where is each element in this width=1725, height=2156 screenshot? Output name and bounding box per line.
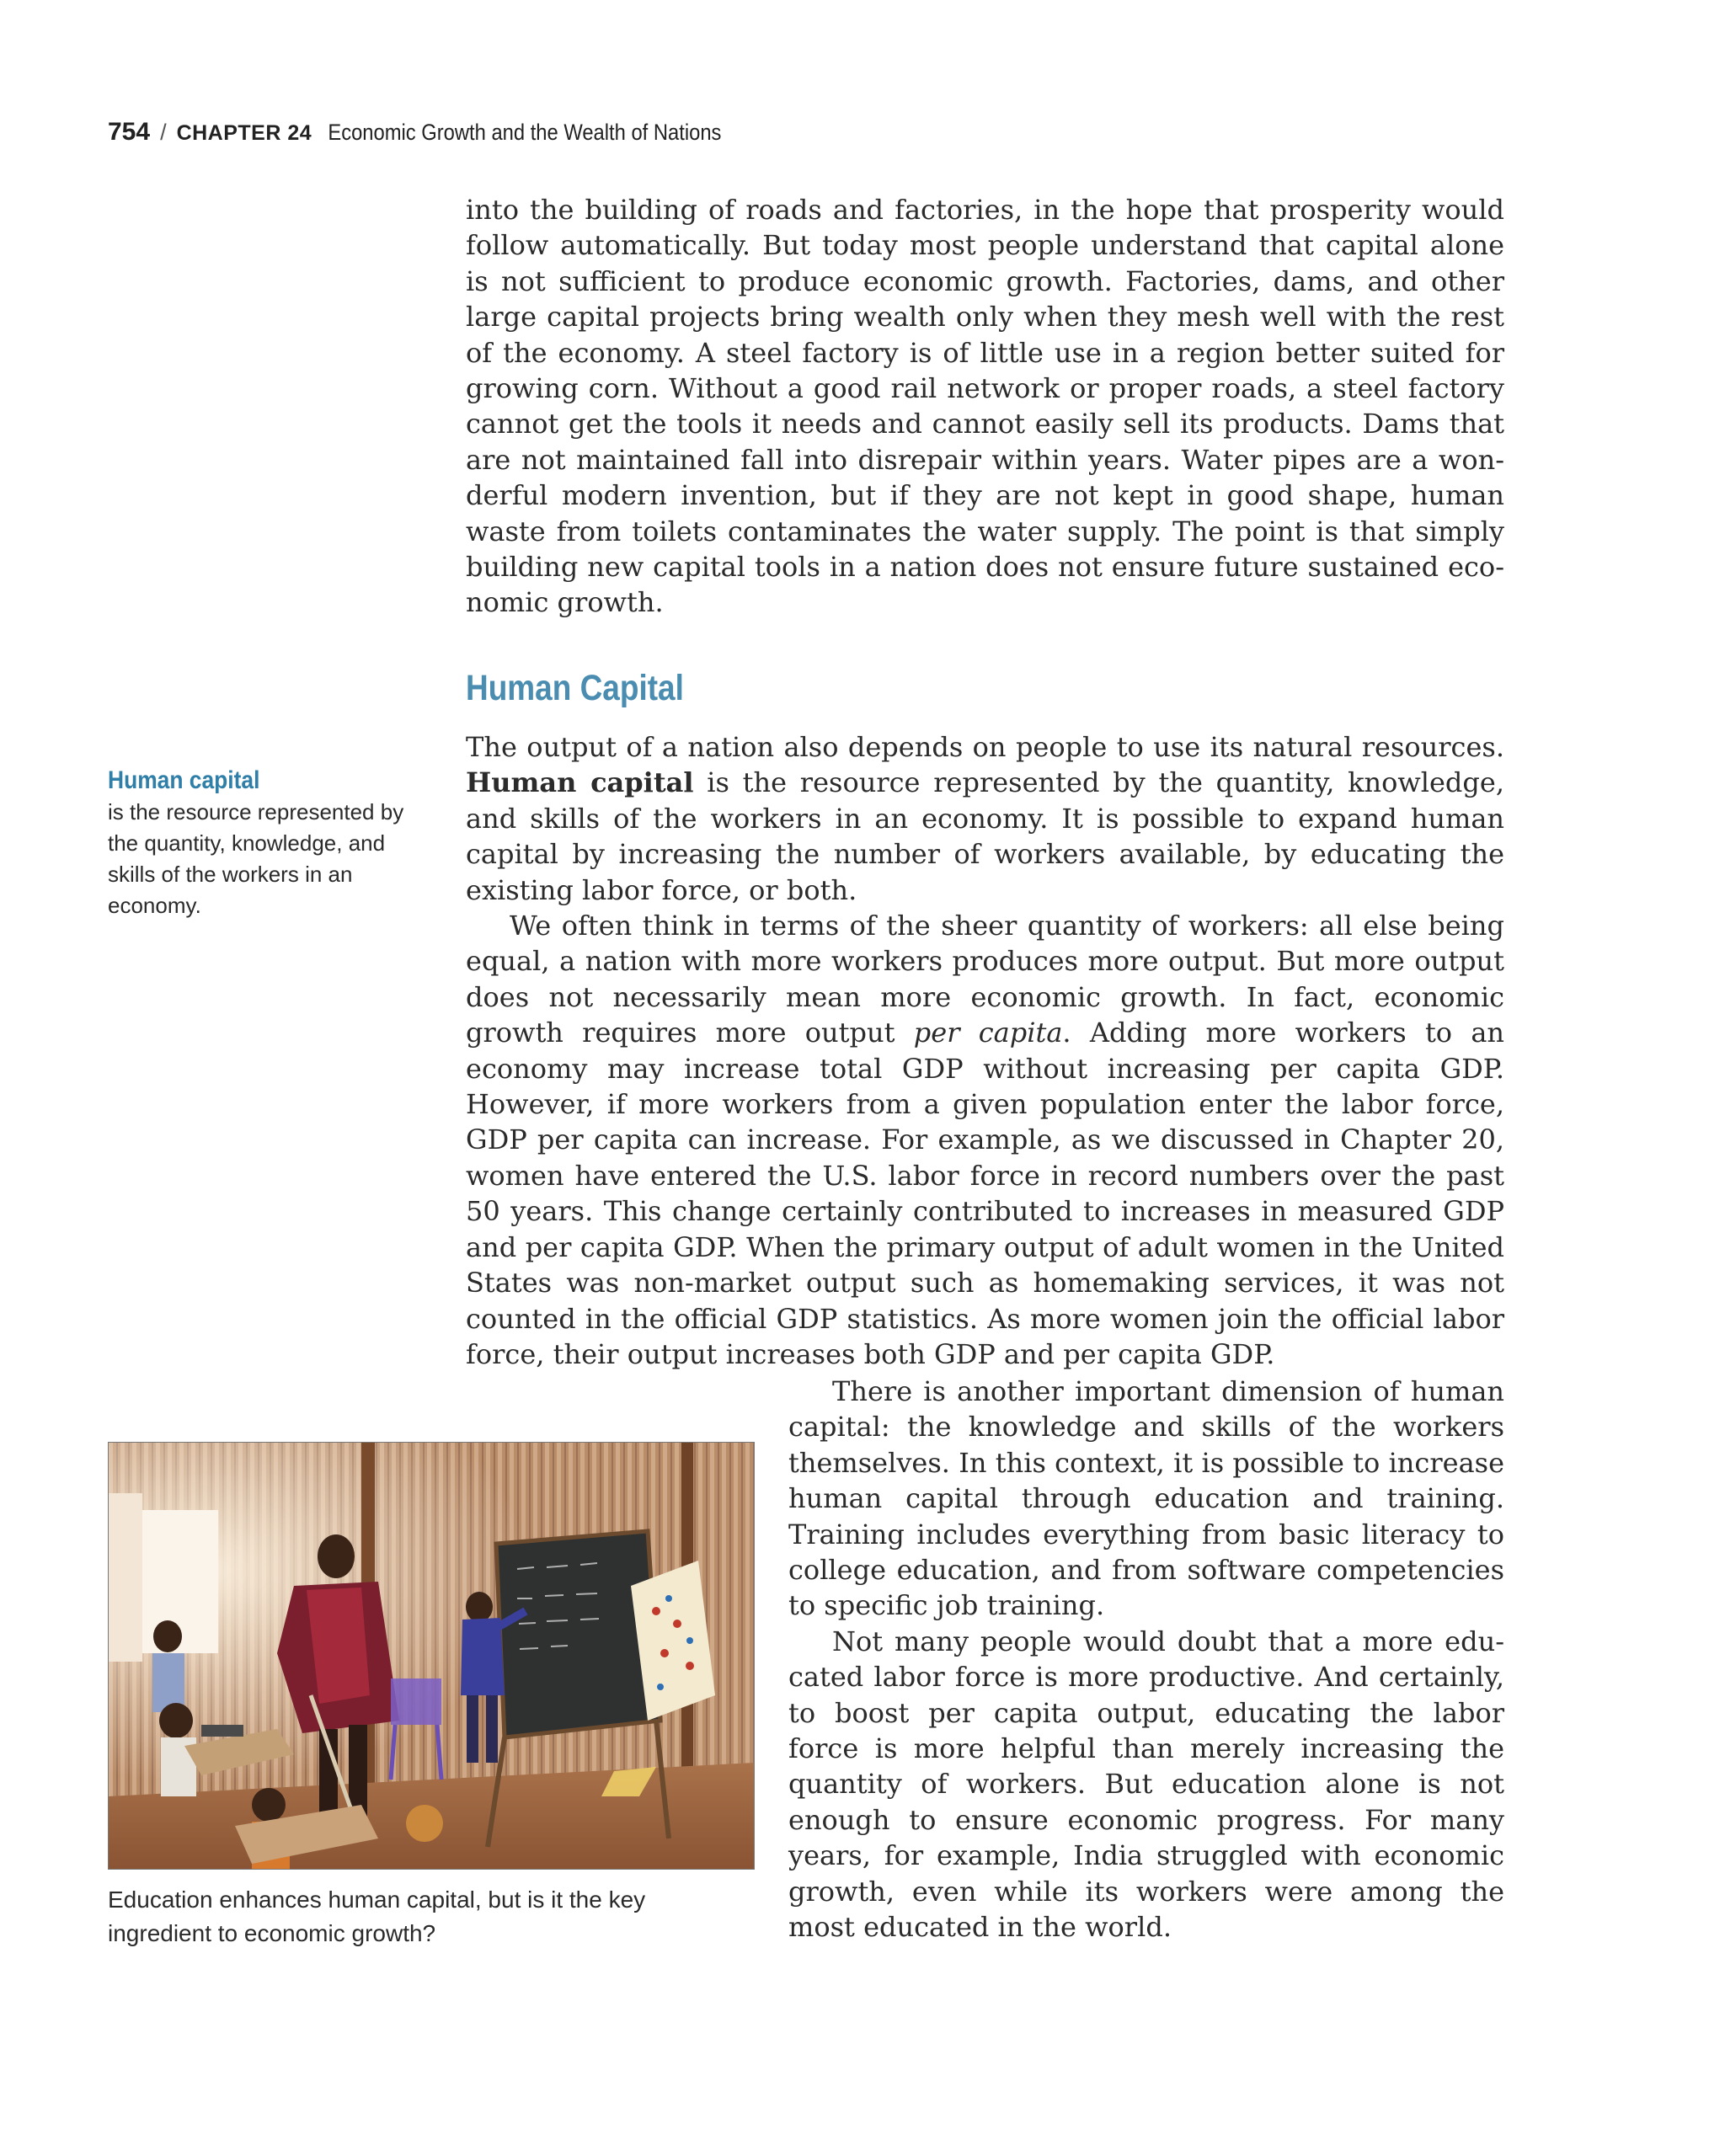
p2-emphasis: per capita	[913, 1017, 1063, 1049]
margin-definition-text: is the resource represented by the quantity, knowledge, and skills of the workers in an economy.	[108, 799, 404, 918]
page-number: 754	[108, 118, 151, 146]
header-separator: /	[160, 120, 167, 145]
right-column	[788, 1374, 1504, 1945]
paragraph-1	[466, 729, 1504, 908]
running-head	[108, 118, 777, 155]
section-heading: Human Capital	[466, 668, 684, 708]
paragraph-3: There is another important dimension of human capital: the knowledge and skills of the workers themselves. In this context, it is possible to increase human capital through education and training. Training includes everything from basic literacy to college education, and from software competencies to specific job training.	[788, 1375, 1504, 1622]
classroom-photo	[108, 1442, 755, 1870]
margin-term: Human capital	[108, 766, 260, 794]
intro-column	[466, 192, 1504, 621]
p1-before: The output of a nation also depends on people to use its natural resources.	[466, 731, 1504, 763]
paragraph-4: Not many people would doubt that a more educated labor force is more productive. And certainly, to boost per capita output, educating the labor force is more helpful than merely increasing the quantity of workers. But education alone is not enough to ensure economic progress. For many years, for example, India struggled with economic growth, even while its workers were among the most educated in the world.	[788, 1625, 1504, 1944]
chapter-title: Economic Growth and the Wealth of Nations	[328, 120, 722, 145]
p1-after: is the resource represented by the quantity, knowledge, and skills of the workers in an economy. It is possible to expand human capital by increasing the number of workers available, by educating the existing labor force, or both.	[466, 766, 1505, 906]
intro-paragraph: into the building of roads and factories, in the hope that prosperity would follow automatically. But today most people understand that capital alone is not sufficient to produce economic growth. Factories, dams, and other large capital projects bring wealth only when they mesh well with the rest of the economy. A steel factory is of little use in a region better suited for growing corn. Without a good rail network or proper roads, a steel factory cannot get the tools it needs and cannot easily sell its products. Dams that are not maintained fall into disrepair within years. Water pipes are a wonderful modern invention, but if they are not kept in good shape, human waste from toilets contaminates the water supply. The point is that simply building new capital tools in a nation does not ensure future sustained economic growth.	[466, 194, 1504, 619]
key-term: Human capital	[466, 766, 694, 799]
paragraph-2	[466, 908, 1504, 1372]
chapter-label: CHAPTER 24	[176, 121, 312, 145]
p2-after: . Adding more workers to an economy may increase total GDP without increasing per capita GDP. However, if more workers from a given population enter the labor force, GDP per capita can increase. For example, as we discussed in Chapter 20, women have entered the U.S. labor force in record numbers over the past 50 years. This change certainly contributed to increases in measured GDP and per capita GDP. When the primary output of adult women in the United States was non-market output such as homemaking services, it was not counted in the official GDP statistics. As more women join the official labor force, their output increases both GDP and per capita GDP.	[466, 1017, 1505, 1370]
main-column	[466, 729, 1504, 1372]
p2-before: We often think in terms of the sheer quantity of workers: all else being equal, a nation with more workers produces more output. But more output does not necessarily mean more economic growth. In fact, economic growth requires more output	[466, 910, 1504, 1049]
margin-definition	[108, 765, 419, 921]
photo-caption: Education enhances human capital, but is it the key ingredient to economic growth?	[108, 1886, 646, 1946]
